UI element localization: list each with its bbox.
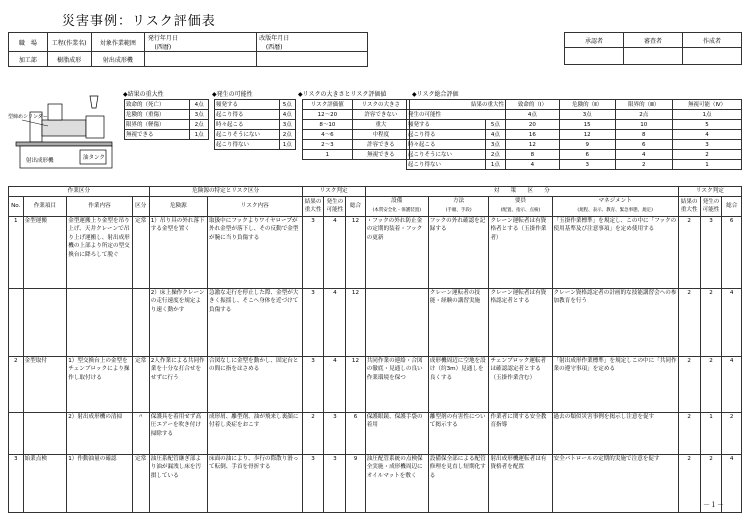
header-hazard: 危険源の特定とリスク区分 <box>149 187 302 197</box>
total-eval-row-score: 5点 <box>485 120 505 130</box>
diagram-tank-label: 油タンク <box>83 155 105 161</box>
cell-staff: 射出成形機運転者は有資格者を配置 <box>489 454 552 512</box>
cell-source: 2）床上操作クレーンの走行速度を規定より速く動かす <box>149 288 207 356</box>
cell-item: 金型運搬 <box>23 216 67 288</box>
table-row <box>9 288 742 356</box>
issue-date-label: 発行年月日 (西暦) <box>145 33 181 52</box>
header-staff: 要員 (配置、指示、点検) <box>489 196 552 216</box>
header-severity2: 結果の重大性 <box>678 196 700 216</box>
cell-staff: 作業者に関する安全教育指導 <box>489 412 552 454</box>
reviewer-label: 審査者 <box>624 33 683 48</box>
severity-table <box>124 99 209 140</box>
cell-content: 2）射出成形機の清掃 <box>67 412 133 454</box>
header-equip: 設備 (本質安全化・保護装置) <box>365 196 428 216</box>
cell-method: 離型剤の有害性について掲示する <box>428 412 489 454</box>
cell-kubun: 定常 <box>132 216 149 288</box>
total-eval-colscore: 2点 <box>615 110 673 120</box>
cell-content: 金型運搬上り金型を吊り上げ、天井クレーンで吊り上げ運搬し、射出成形機の上部より所定の型交換台に降ろして脱ぐ <box>67 216 133 288</box>
total-eval-colscore: 4点 <box>505 110 559 120</box>
total-eval-colscore: 1点 <box>673 110 742 120</box>
cell-lik2: 3 <box>700 216 722 288</box>
cell-source: 保護具を着用せず高圧エアーを吹き付け掃除する <box>149 412 207 454</box>
total-eval-row-score: 3点 <box>485 140 505 150</box>
cell-sev2: 2 <box>678 216 700 288</box>
total-eval-value: 8 <box>615 130 673 140</box>
risk-range: 4～6 <box>303 130 353 140</box>
severity-label: 無視できる <box>125 130 190 140</box>
total-eval-value: 2 <box>615 160 673 170</box>
corner-top: 結果の重大性 <box>470 101 504 108</box>
severity-label: 致命的（死亡） <box>125 100 190 110</box>
cell-item <box>23 412 67 454</box>
risk-level: 無視できる <box>352 150 409 160</box>
risk-level: 中程度 <box>352 130 409 140</box>
cell-sev2: 2 <box>678 454 700 512</box>
total-eval-col: 危険的（Ⅱ） <box>559 100 615 110</box>
total-eval-title: ◆リスク総合評価 <box>412 91 459 98</box>
cell-lik: 3 <box>324 454 346 512</box>
table-row <box>9 454 742 512</box>
cell-kubun: 定常 <box>132 454 149 512</box>
cell-tot: 6 <box>346 412 365 454</box>
cell-tot: 12 <box>346 288 365 356</box>
approver-label: 承認者 <box>565 33 624 48</box>
cell-sev2: 2 <box>678 356 700 412</box>
total-eval-value: 5 <box>673 120 742 130</box>
total-eval-row-score: 4点 <box>485 130 505 140</box>
cell-lik2: 2 <box>700 454 722 512</box>
total-eval-value: 12 <box>559 130 615 140</box>
total-eval-value: 16 <box>505 130 559 140</box>
cell-method: フックの外れ確認を記録する <box>428 216 489 288</box>
cell-lik2: 2 <box>700 356 722 412</box>
cell-tot: 12 <box>346 216 365 288</box>
diagram-cylinder-label: 型締めシリンダー <box>8 114 48 120</box>
risk-level: 許容できる <box>352 140 409 150</box>
scope-value: 射出成形機 <box>91 52 145 67</box>
cell-staff: チェンブロック運転者は確認認定者とする（玉掛作業含む） <box>489 356 552 412</box>
cell-risk: 急激な走行を停止した際、金型が大きく振揺し、そこへ身体を近づけて負傷する <box>207 288 302 356</box>
cell-lik: 4 <box>324 288 346 356</box>
total-eval-value: 9 <box>559 140 615 150</box>
cell-no <box>9 412 24 454</box>
table-row <box>9 412 742 454</box>
author-label: 作成者 <box>683 33 742 48</box>
page-number: －１－ <box>703 501 724 509</box>
header-content: 作業内容 <box>67 196 133 216</box>
cell-risk: 合図なしに金型を動かし、固定台との間に指をはさめる <box>207 356 302 412</box>
risk-range: 1 <box>303 150 353 160</box>
cell-sev2: 2 <box>678 288 700 356</box>
total-eval-colscore: 3点 <box>559 110 615 120</box>
likelihood-score: 2点 <box>279 130 295 140</box>
cell-staff: クレーン運転者は有資格認定者とする <box>489 288 552 356</box>
likelihood-title: ◆発生の可能性 <box>212 91 253 98</box>
cell-risk: 床面の油により、歩行の際散り滑って転倒、手首を骨折する <box>207 454 302 512</box>
cell-equip: 共同作業の連絡・合図の徹底・見通しの良い作業環境を保つ <box>365 356 428 412</box>
cell-source: 2人作業による共同作業を十分な打合せをせずに行う <box>149 356 207 412</box>
workplace-label: 職 場 <box>9 33 48 52</box>
cell-equip <box>365 288 428 356</box>
severity-label: 危険的（重傷） <box>125 110 190 120</box>
likelihood-score: 1点 <box>279 140 295 150</box>
total-eval-value: 20 <box>505 120 559 130</box>
likelihood-score: 4点 <box>279 110 295 120</box>
risk-size-table <box>302 99 410 160</box>
risk-range: 8～10 <box>303 120 353 130</box>
likelihood-label: 起こり得ない <box>215 140 280 150</box>
cell-content: 1）型交換台上の金型をチェンブロックにより操作し取付ける <box>67 356 133 412</box>
cell-risk: 成形屑、離型剤、油が飛来し裏顔に付着し炎症をおこす <box>207 412 302 454</box>
machine-diagram <box>8 90 120 178</box>
total-eval-value: 6 <box>559 150 615 160</box>
total-eval-col: 限界的（Ⅲ） <box>615 100 673 110</box>
total-eval-row-score: 2点 <box>485 150 505 160</box>
total-eval-row-label: 起こり得る <box>407 130 486 140</box>
header-likelihood: 発生の可能性 <box>324 196 346 216</box>
total-eval-value: 8 <box>505 150 559 160</box>
total-eval-value: 4 <box>673 130 742 140</box>
total-eval-col: 致命的（Ⅰ） <box>505 100 559 110</box>
total-eval-table <box>406 99 742 170</box>
header-method: 方法 (手順、手段) <box>428 196 489 216</box>
likelihood-table <box>214 99 296 150</box>
risk-size-title: ◆リスクの大きさとリスク評価値 <box>298 91 387 98</box>
cell-mgmt: 安全パトロールの定期的実施で注意を促す <box>552 454 678 512</box>
risk-range: 2～3 <box>303 140 353 150</box>
total-eval-value: 10 <box>615 120 673 130</box>
likelihood-score: 3点 <box>279 120 295 130</box>
table-row <box>9 216 742 288</box>
cell-method: 成形機周辺に空地を設け（約3m）見通しを良くする <box>428 356 489 412</box>
cell-sev: 3 <box>302 356 324 412</box>
total-eval-value: 1 <box>673 160 742 170</box>
risk-assessment-table <box>8 186 742 513</box>
process-value: 樹脂成形 <box>47 52 91 67</box>
cell-kubun: 〃 <box>132 412 149 454</box>
corner-bottom: 発生の可能性 <box>407 110 506 120</box>
cell-content: 1）作動油量の確認 <box>67 454 133 512</box>
severity-score: 2点 <box>190 120 209 130</box>
cell-equip: ・フックの外れ防止金の定期的装着・フックの更新 <box>365 216 428 288</box>
total-eval-value: 3 <box>673 140 742 150</box>
total-eval-col: 無視可能（Ⅳ） <box>673 100 742 110</box>
cell-method: 設備保全部による配管修理を見直し短期化する <box>428 454 489 512</box>
header-total: 総合 <box>346 196 365 216</box>
severity-score: 4点 <box>190 100 209 110</box>
cell-equip: 保護眼鏡、保護手袋の着用 <box>365 412 428 454</box>
header-risk2: リスク判定 <box>678 187 741 197</box>
cell-sev: 3 <box>302 288 324 356</box>
cell-item <box>23 288 67 356</box>
cell-tot2: 2 <box>722 412 742 454</box>
cell-sev: 3 <box>302 454 324 512</box>
header-measure: 対 策 区 分 <box>365 187 678 197</box>
severity-score: 3点 <box>190 110 209 120</box>
header-work: 作業区分 <box>9 187 150 197</box>
cell-mgmt: 過去の類似災害事例を掲示し注意を促す <box>552 412 678 454</box>
header-severity: 結果の重大性 <box>302 196 324 216</box>
cell-staff: クレーン運転者は有資格者とする（玉掛作業者） <box>489 216 552 288</box>
cell-lik2: 1 <box>700 412 722 454</box>
total-eval-row-label: 起こり得ない <box>407 160 486 170</box>
cell-tot2: 4 <box>722 288 742 356</box>
total-eval-row-label: 起こりそうにない <box>407 150 486 160</box>
cell-sev2: 2 <box>678 412 700 454</box>
severity-title: ◆結果の重大性 <box>123 91 164 98</box>
cell-no <box>9 288 24 356</box>
header-risk: リスク判定 <box>302 187 365 197</box>
cell-source: 1）吊り具の外れ落下する金型を置く <box>149 216 207 288</box>
header-table <box>8 32 368 67</box>
cell-tot2: 4 <box>722 356 742 412</box>
cell-item: 始業点検 <box>23 454 67 512</box>
header-source: 危険源 <box>149 196 207 216</box>
total-eval-value: 2 <box>673 150 742 160</box>
cell-item: 金型取付 <box>23 356 67 412</box>
workplace-value: 加工部 <box>9 52 48 67</box>
header-kubun: 区分 <box>132 196 149 216</box>
likelihood-label: 時々起こる <box>215 120 280 130</box>
likelihood-label: 頻発する <box>215 100 280 110</box>
cell-lik2: 2 <box>700 288 722 356</box>
cell-mgmt: 「射出成形作業標準」を規定しこの中に「共同作業の遵守事項」を定める <box>552 356 678 412</box>
cell-no: 1 <box>9 216 24 288</box>
cell-sev: 2 <box>302 412 324 454</box>
cell-lik: 3 <box>324 412 346 454</box>
cell-tot2: 6 <box>722 216 742 288</box>
approval-table <box>564 32 742 65</box>
process-label: 工程(作業名) <box>47 33 91 52</box>
cell-risk: 取扱中にフックよりワイヤロープが外れ金型が落下し、その反動で金型が腕に当り負傷する <box>207 216 302 288</box>
header-risk-content: リスク内容 <box>207 196 302 216</box>
total-eval-value: 4 <box>505 160 559 170</box>
total-eval-value: 15 <box>559 120 615 130</box>
risk-level: 重大 <box>352 120 409 130</box>
header-total2: 総合 <box>722 196 742 216</box>
rev-date-label: 改版年月日 (西暦) <box>256 33 292 52</box>
risk-level: 許容できない <box>352 110 409 120</box>
likelihood-label: 起こりそうにない <box>215 130 280 140</box>
cell-lik: 4 <box>324 356 346 412</box>
cell-equip: 油圧配管系統の点検保全実施・成形機周辺にオイルマットを敷く <box>365 454 428 512</box>
total-eval-row-label: 時々起こる <box>407 140 486 150</box>
header-likelihood2: 発生の可能性 <box>700 196 722 216</box>
cell-source: 油圧系配管継ぎ部より油が漏洩し床を汚損している <box>149 454 207 512</box>
severity-score: 1点 <box>190 130 209 140</box>
cell-content <box>67 288 133 356</box>
likelihood-label: 起こり得る <box>215 110 280 120</box>
table-row <box>9 356 742 412</box>
cell-kubun <box>132 288 149 356</box>
severity-label: 限界的（軽傷） <box>125 120 190 130</box>
risk-range: 12～20 <box>303 110 353 120</box>
cell-no: 2 <box>9 356 24 412</box>
risk-size-col2: リスクの大きさ <box>352 100 409 110</box>
scope-label: 対象作業範囲 <box>91 33 145 52</box>
cell-method: クレーン運転者の技能・経験の講習実施 <box>428 288 489 356</box>
header-no: No. <box>9 196 24 216</box>
total-eval-value: 6 <box>615 140 673 150</box>
risk-size-col1: リスク評価値 <box>303 100 353 110</box>
cell-mgmt: 「玉掛作業標準」を規定し、この中に「フックの使用基準及び注意事項」を定め使用する <box>552 216 678 288</box>
total-eval-row-score: 1点 <box>485 160 505 170</box>
cell-sev: 3 <box>302 216 324 288</box>
cell-mgmt: クレーン資格認定者の計画的な技能講習会への参加教育を行う <box>552 288 678 356</box>
total-eval-value: 12 <box>505 140 559 150</box>
header-item: 作業項目 <box>23 196 67 216</box>
diagram-machine-label: 射出成形機 <box>26 158 54 164</box>
total-eval-value: 3 <box>559 160 615 170</box>
total-eval-corner <box>407 100 506 110</box>
header-mgmt: マネジメント (規程、表示、教育、緊急事態、規定) <box>552 196 678 216</box>
total-eval-value: 4 <box>615 150 673 160</box>
likelihood-score: 5点 <box>279 100 295 110</box>
cell-no: 3 <box>9 454 24 512</box>
cell-tot: 9 <box>346 454 365 512</box>
cell-kubun: 定常 <box>132 356 149 412</box>
cell-tot: 12 <box>346 356 365 412</box>
cell-tot2: 4 <box>722 454 742 512</box>
page-title: 災害事例：リスク評価表 <box>62 14 216 29</box>
total-eval-row-label: 頻発する <box>407 120 486 130</box>
cell-lik: 4 <box>324 216 346 288</box>
